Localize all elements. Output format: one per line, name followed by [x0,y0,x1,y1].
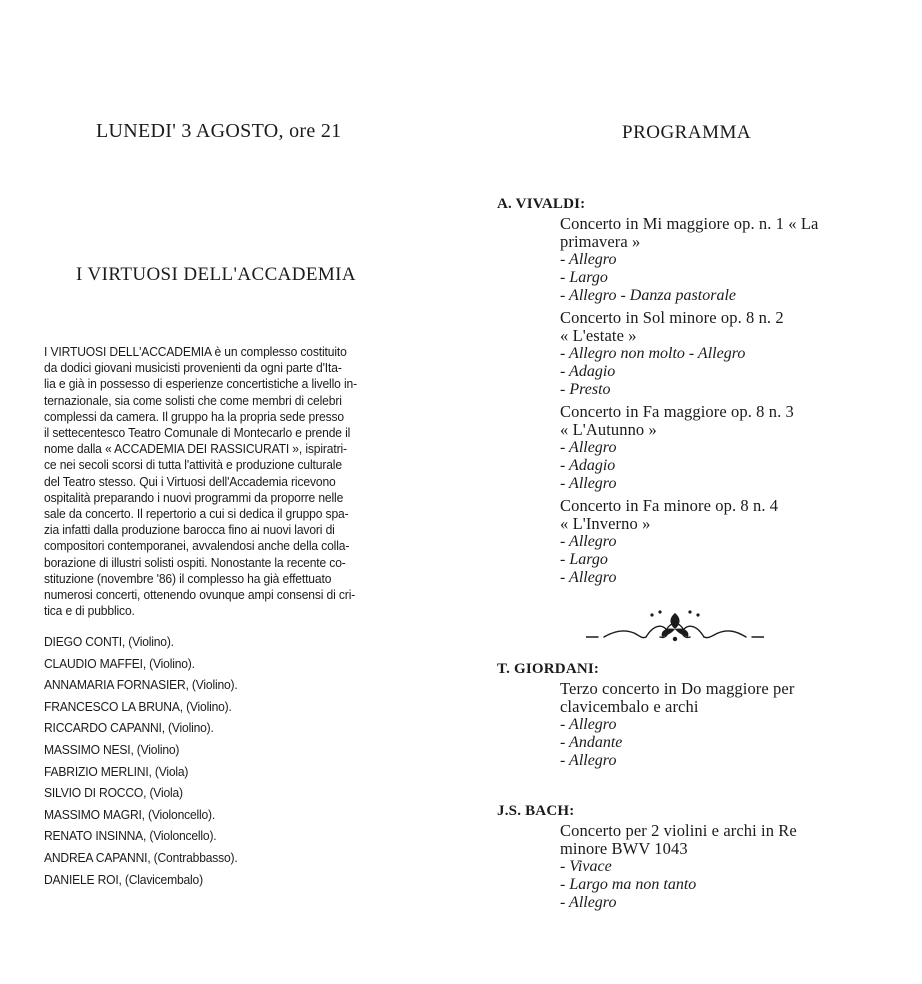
work-title-line: Concerto in Fa minore op. 8 n. 4 [560,496,779,515]
composer-name: T. GIORDANI: [497,661,600,677]
members-list [44,631,238,890]
member-item: FRANCESCO LA BRUNA, (Violino). [44,698,232,714]
work-title-line: Concerto in Sol minore op. 8 n. 2 [560,308,784,327]
movement-item: - Largo [560,551,608,568]
works-list [560,215,880,591]
movement-item: - Adagio [560,363,616,380]
composer-name: J.S. BACH: [497,803,575,819]
bio-line: ospitalità preparando i nuovi programmi da proporre nelle [44,489,344,505]
member-item: SILVIO DI ROCCO, (Viola) [44,785,183,801]
movement-item: - Vivace [560,858,612,875]
floral-divider-icon [586,609,764,645]
movements-list [560,533,880,587]
member-item: ANDREA CAPANNI, (Contrabbasso). [44,849,238,865]
bio-line: ce nei secoli scorsi di tutta l'attività e produzione culturale [44,457,342,473]
member-item: MASSIMO NESI, (Violino) [44,741,180,757]
movement-item: - Allegro [560,475,617,492]
movement-item: - Largo [560,269,608,286]
work-title-line: Concerto in Fa maggiore op. 8 n. 3 [560,402,794,421]
work-title-line: Terzo concerto in Do maggiore per [560,679,795,698]
work-item [560,309,880,399]
work-item [560,497,880,587]
movement-item: - Allegro [560,439,617,456]
bio-line: da dodici giovani musicisti provenienti da ogni parte d'Ita- [44,360,342,376]
ensemble-title: I VIRTUOSI DELL'ACCADEMIA [76,264,357,285]
movement-item: - Adagio [560,457,616,474]
movement-item: - Allegro [560,716,617,733]
bio-line: ternazionale, sia come solisti che come membri di celebri [44,392,342,408]
ensemble-bio [44,344,391,619]
movement-item: - Allegro [560,251,617,268]
bio-line: tica e di pubblico. [44,603,135,619]
bio-line: del Teatro stesso. Qui i Virtuosi dell'Accademia ricevono [44,473,336,489]
member-item: CLAUDIO MAFFEI, (Violino). [44,655,195,671]
member-item: ANNAMARIA FORNASIER, (Violino). [44,677,238,693]
work-title-line: « L'Autunno » [560,420,657,439]
bio-line: lia e già in possesso di esperienze concertistiche a livello in- [44,376,357,392]
movement-item: - Largo ma non tanto [560,876,697,893]
movements-list [560,858,880,912]
movement-item: - Allegro - Danza pastorale [560,287,736,304]
work-title-line: minore BWV 1043 [560,839,688,858]
movement-item: - Allegro [560,752,617,769]
member-item: DIEGO CONTI, (Violino). [44,634,174,649]
bio-line: sale da concerto. Il repertorio a cui si dedica il gruppo spa- [44,506,349,522]
movement-item: - Presto [560,381,611,398]
movement-item: - Allegro [560,569,617,586]
bio-line: borazione di illustri solisti ospiti. Nonostante la recente co- [44,554,346,570]
program-heading: PROGRAMMA [622,122,752,143]
work-item [560,822,880,912]
work-title-line: Concerto in Mi maggiore op. n. 1 « La [560,214,819,233]
movement-item: - Allegro non molto - Allegro [560,345,746,362]
bio-line: numerosi concerti, ottenendo ovunque ampi consensi di cri- [44,587,356,603]
member-item: FABRIZIO MERLINI, (Viola) [44,763,189,779]
bio-line: zia infatti dalla produzione barocca fino ai nuovi lavori di [44,522,335,538]
movement-item: - Allegro [560,894,617,911]
movements-list [560,439,880,493]
member-item: RENATO INSINNA, (Violoncello). [44,828,217,844]
bio-line: il settecentesco Teatro Comunale di Montecarlo e prende il [44,425,351,441]
member-item: MASSIMO MAGRI, (Violoncello). [44,806,216,822]
work-title-line: « L'Inverno » [560,514,651,533]
movement-item: - Allegro [560,533,617,550]
works-list [560,822,880,916]
bio-line: complessi da camera. Il gruppo ha la propria sede presso [44,408,344,424]
movements-list [560,716,880,770]
member-item: RICCARDO CAPANNI, (Violino). [44,720,214,736]
composer-name: A. VIVALDI: [497,196,586,212]
work-title-line: Concerto per 2 violini e archi in Re [560,821,797,840]
bio-line: compositori contemporanei, avvalendosi anche della colla- [44,538,350,554]
work-title-line: primavera » [560,232,641,251]
work-item [560,215,880,305]
member-item: DANIELE ROI, (Clavicembalo) [44,871,203,887]
movements-list [560,251,880,305]
bio-line: I VIRTUOSI DELL'ACCADEMIA è un complesso costituito [44,344,347,359]
movements-list [560,345,880,399]
concert-date-heading: LUNEDI' 3 AGOSTO, ore 21 [96,120,342,142]
works-list [560,680,880,774]
bio-line: stituzione (novembre '86) il complesso ha già effettuato [44,570,332,586]
work-item [560,680,880,770]
work-title-line: « L'estate » [560,326,637,345]
work-item [560,403,880,493]
movement-item: - Andante [560,734,623,751]
work-title-line: clavicembalo e archi [560,697,699,716]
bio-line: nome dalla « ACCADEMIA DEI RASSICURATI », ispiratri- [44,441,347,457]
